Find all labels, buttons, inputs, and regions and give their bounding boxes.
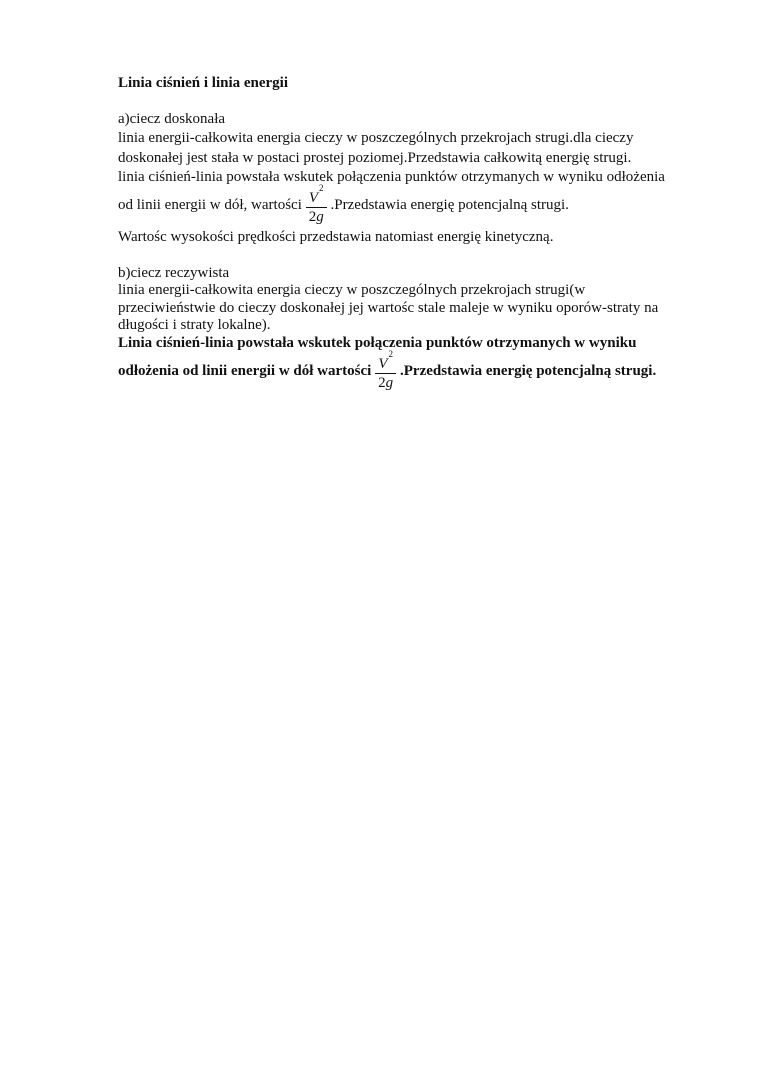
- document-title: Linia ciśnień i linia energii: [118, 75, 289, 91]
- section-a-line-4-before: od linii energii w dół, wartości: [118, 196, 302, 213]
- section-b-line-5-before: odłożenia od linii energii w dół wartości: [118, 362, 372, 379]
- section-b-heading: b)ciecz reczywista: [118, 265, 230, 281]
- section-b-line-3: długości i straty lokalne).: [118, 317, 271, 333]
- section-a-line-1: linia energii-całkowita energia cieczy w poszczególnych przekrojach strugi.dla cieczy: [118, 130, 634, 146]
- section-b-line-4: Linia ciśnień-linia powstała wskutek połączenia punktów otrzymanych w wyniku: [118, 335, 637, 351]
- velocity-head-formula-2: [375, 351, 396, 391]
- formula-denominator-2: 2g: [378, 375, 394, 391]
- formula-numerator: $V^2$: [306, 185, 327, 208]
- section-b-line-5: [118, 351, 656, 391]
- section-a-heading: a)ciecz doskonała: [118, 111, 226, 127]
- section-b-line-5-after: .Przedstawia energię potencjalną strugi.: [400, 362, 657, 379]
- section-a-line-5: Wartośc wysokości prędkości przedstawia natomiast energię kinetyczną.: [118, 229, 554, 245]
- formula-denominator: 2g: [308, 209, 324, 225]
- section-a-line-4: [118, 185, 569, 225]
- section-a-line-3: linia ciśnień-linia powstała wskutek połączenia punktów otrzymanych w wyniku odłożenia: [118, 169, 665, 185]
- velocity-head-formula: [306, 185, 327, 225]
- section-b-line-1: linia energii-całkowita energia cieczy w poszczególnych przekrojach strugi(w: [118, 282, 586, 298]
- section-a-line-2: doskonałej jest stała w postaci prostej poziomej.Przedstawia całkowitą energię strugi.: [118, 150, 632, 166]
- formula-numerator-2: $V^2$: [375, 351, 396, 374]
- section-b-line-2: przeciwieństwie do cieczy doskonałej jej wartośc stale maleje w wyniku oporów-straty na: [118, 300, 659, 316]
- section-a-line-4-after: .Przedstawia energię potencjalną strugi.: [330, 196, 569, 213]
